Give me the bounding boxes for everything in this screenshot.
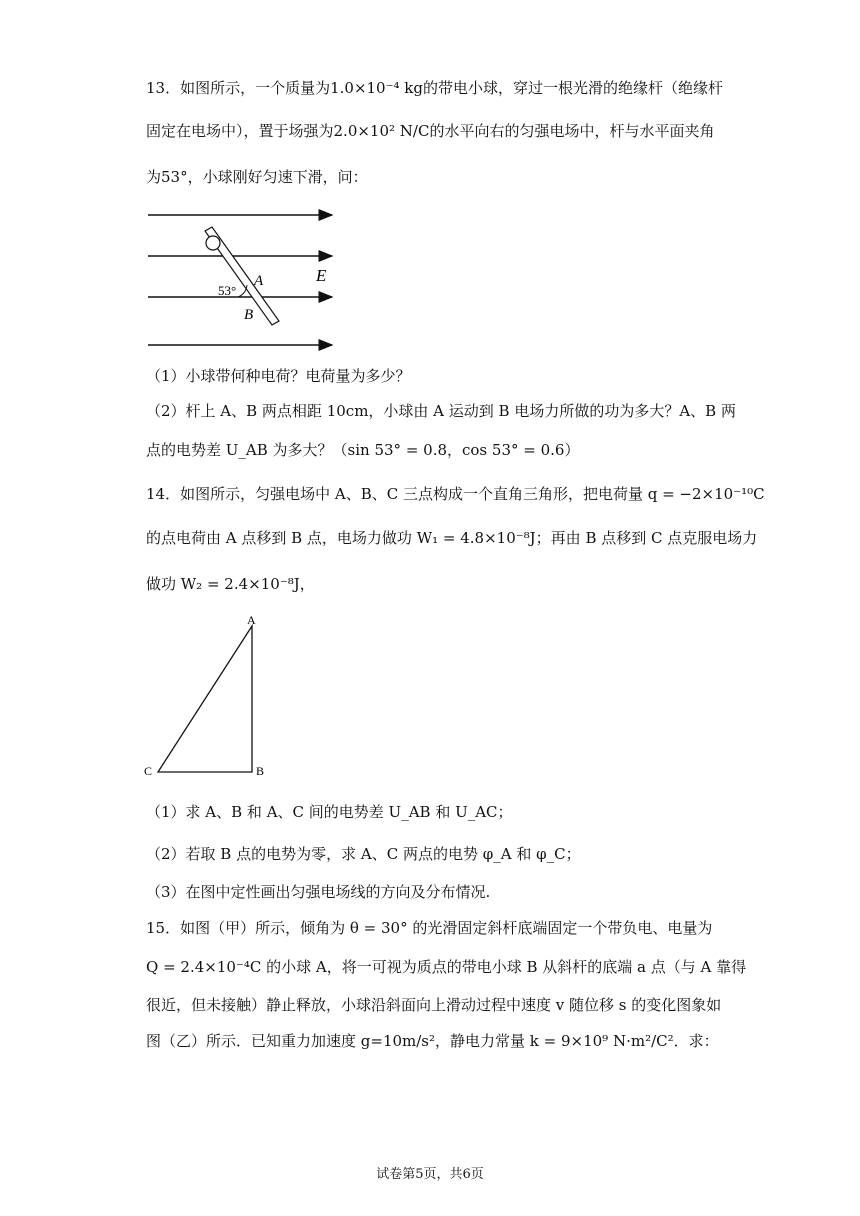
q13-sub-1: （1）小球带何种电荷？电荷量为多少？ xyxy=(146,367,411,385)
q13-line-2: 固定在电场中），置于场强为2.0×10² N/C的水平向右的匀强电场中，杆与水平面夹角 xyxy=(146,122,715,140)
q13-sub-2b: 点的电势差 U_AB 为多大？（sin 53° = 0.8，cos 53° = 0.6） xyxy=(146,441,580,459)
q13-line-1: 13．如图所示，一个质量为1.0×10⁻⁴ kg的带电小球，穿过一根光滑的绝缘杆（绝缘杆 xyxy=(146,79,723,97)
q15-line-1: 15．如图（甲）所示，倾角为 θ = 30° 的光滑固定斜杆底端固定一个带负电、电量为 xyxy=(146,919,713,937)
q13-sub-2a: （2）杆上 A、B 两点相距 10cm，小球由 A 运动到 B 电场力所做的功为多大？A、B 两 xyxy=(146,402,736,420)
vertex-c-label: C xyxy=(144,764,153,778)
q14-line-1: 14．如图所示，匀强电场中 A、B、C 三点构成一个直角三角形，把电荷量 q = −2×10⁻¹⁰C xyxy=(146,485,765,503)
field-e-label: E xyxy=(316,266,327,285)
charged-ball xyxy=(206,236,220,250)
q14-line-3: 做功 W₂ = 2.4×10⁻⁸J， xyxy=(146,575,315,593)
vertex-a-label: A xyxy=(247,613,256,627)
q13-line-3: 为53°，小球刚好匀速下滑，问： xyxy=(146,168,368,186)
q14-sub-2: （2）若取 B 点的电势为零，求 A、C 两点的电势 φ_A 和 φ_C； xyxy=(146,845,581,863)
right-triangle xyxy=(158,626,252,772)
vertex-b-label: B xyxy=(256,764,265,778)
q14-sub-1: （1）求 A、B 和 A、C 间的电势差 U_AB 和 U_AC； xyxy=(146,803,513,821)
point-b-label: B xyxy=(244,307,254,323)
q15-line-3: 很近，但未接触）静止释放，小球沿斜面向上滑动过程中速度 v 随位移 s 的变化图象如 xyxy=(146,996,722,1014)
q14-line-2: 的点电荷由 A 点移到 B 点，电场力做功 W₁ = 4.8×10⁻⁸J；再由 B 点移到 C 点克服电场力 xyxy=(146,529,758,547)
angle-label: 53° xyxy=(218,283,237,298)
q14-triangle-figure xyxy=(140,612,270,782)
q15-line-2: Q = 2.4×10⁻⁴C 的小球 A，将一可视为质点的带电小球 B 从斜杆的底端 a 点（与 A 靠得 xyxy=(146,958,747,976)
q14-sub-3: （3）在图中定性画出匀强电场线的方向及分布情况. xyxy=(146,883,491,901)
page-footer: 试卷第5页，共6页 xyxy=(376,1167,484,1182)
q13-figure xyxy=(146,205,346,355)
q15-line-4: 图（乙）所示．已知重力加速度 g=10m/s²，静电力常量 k = 9×10⁹ N·m²/C²．求： xyxy=(146,1032,719,1050)
point-a-label: A xyxy=(254,273,264,289)
